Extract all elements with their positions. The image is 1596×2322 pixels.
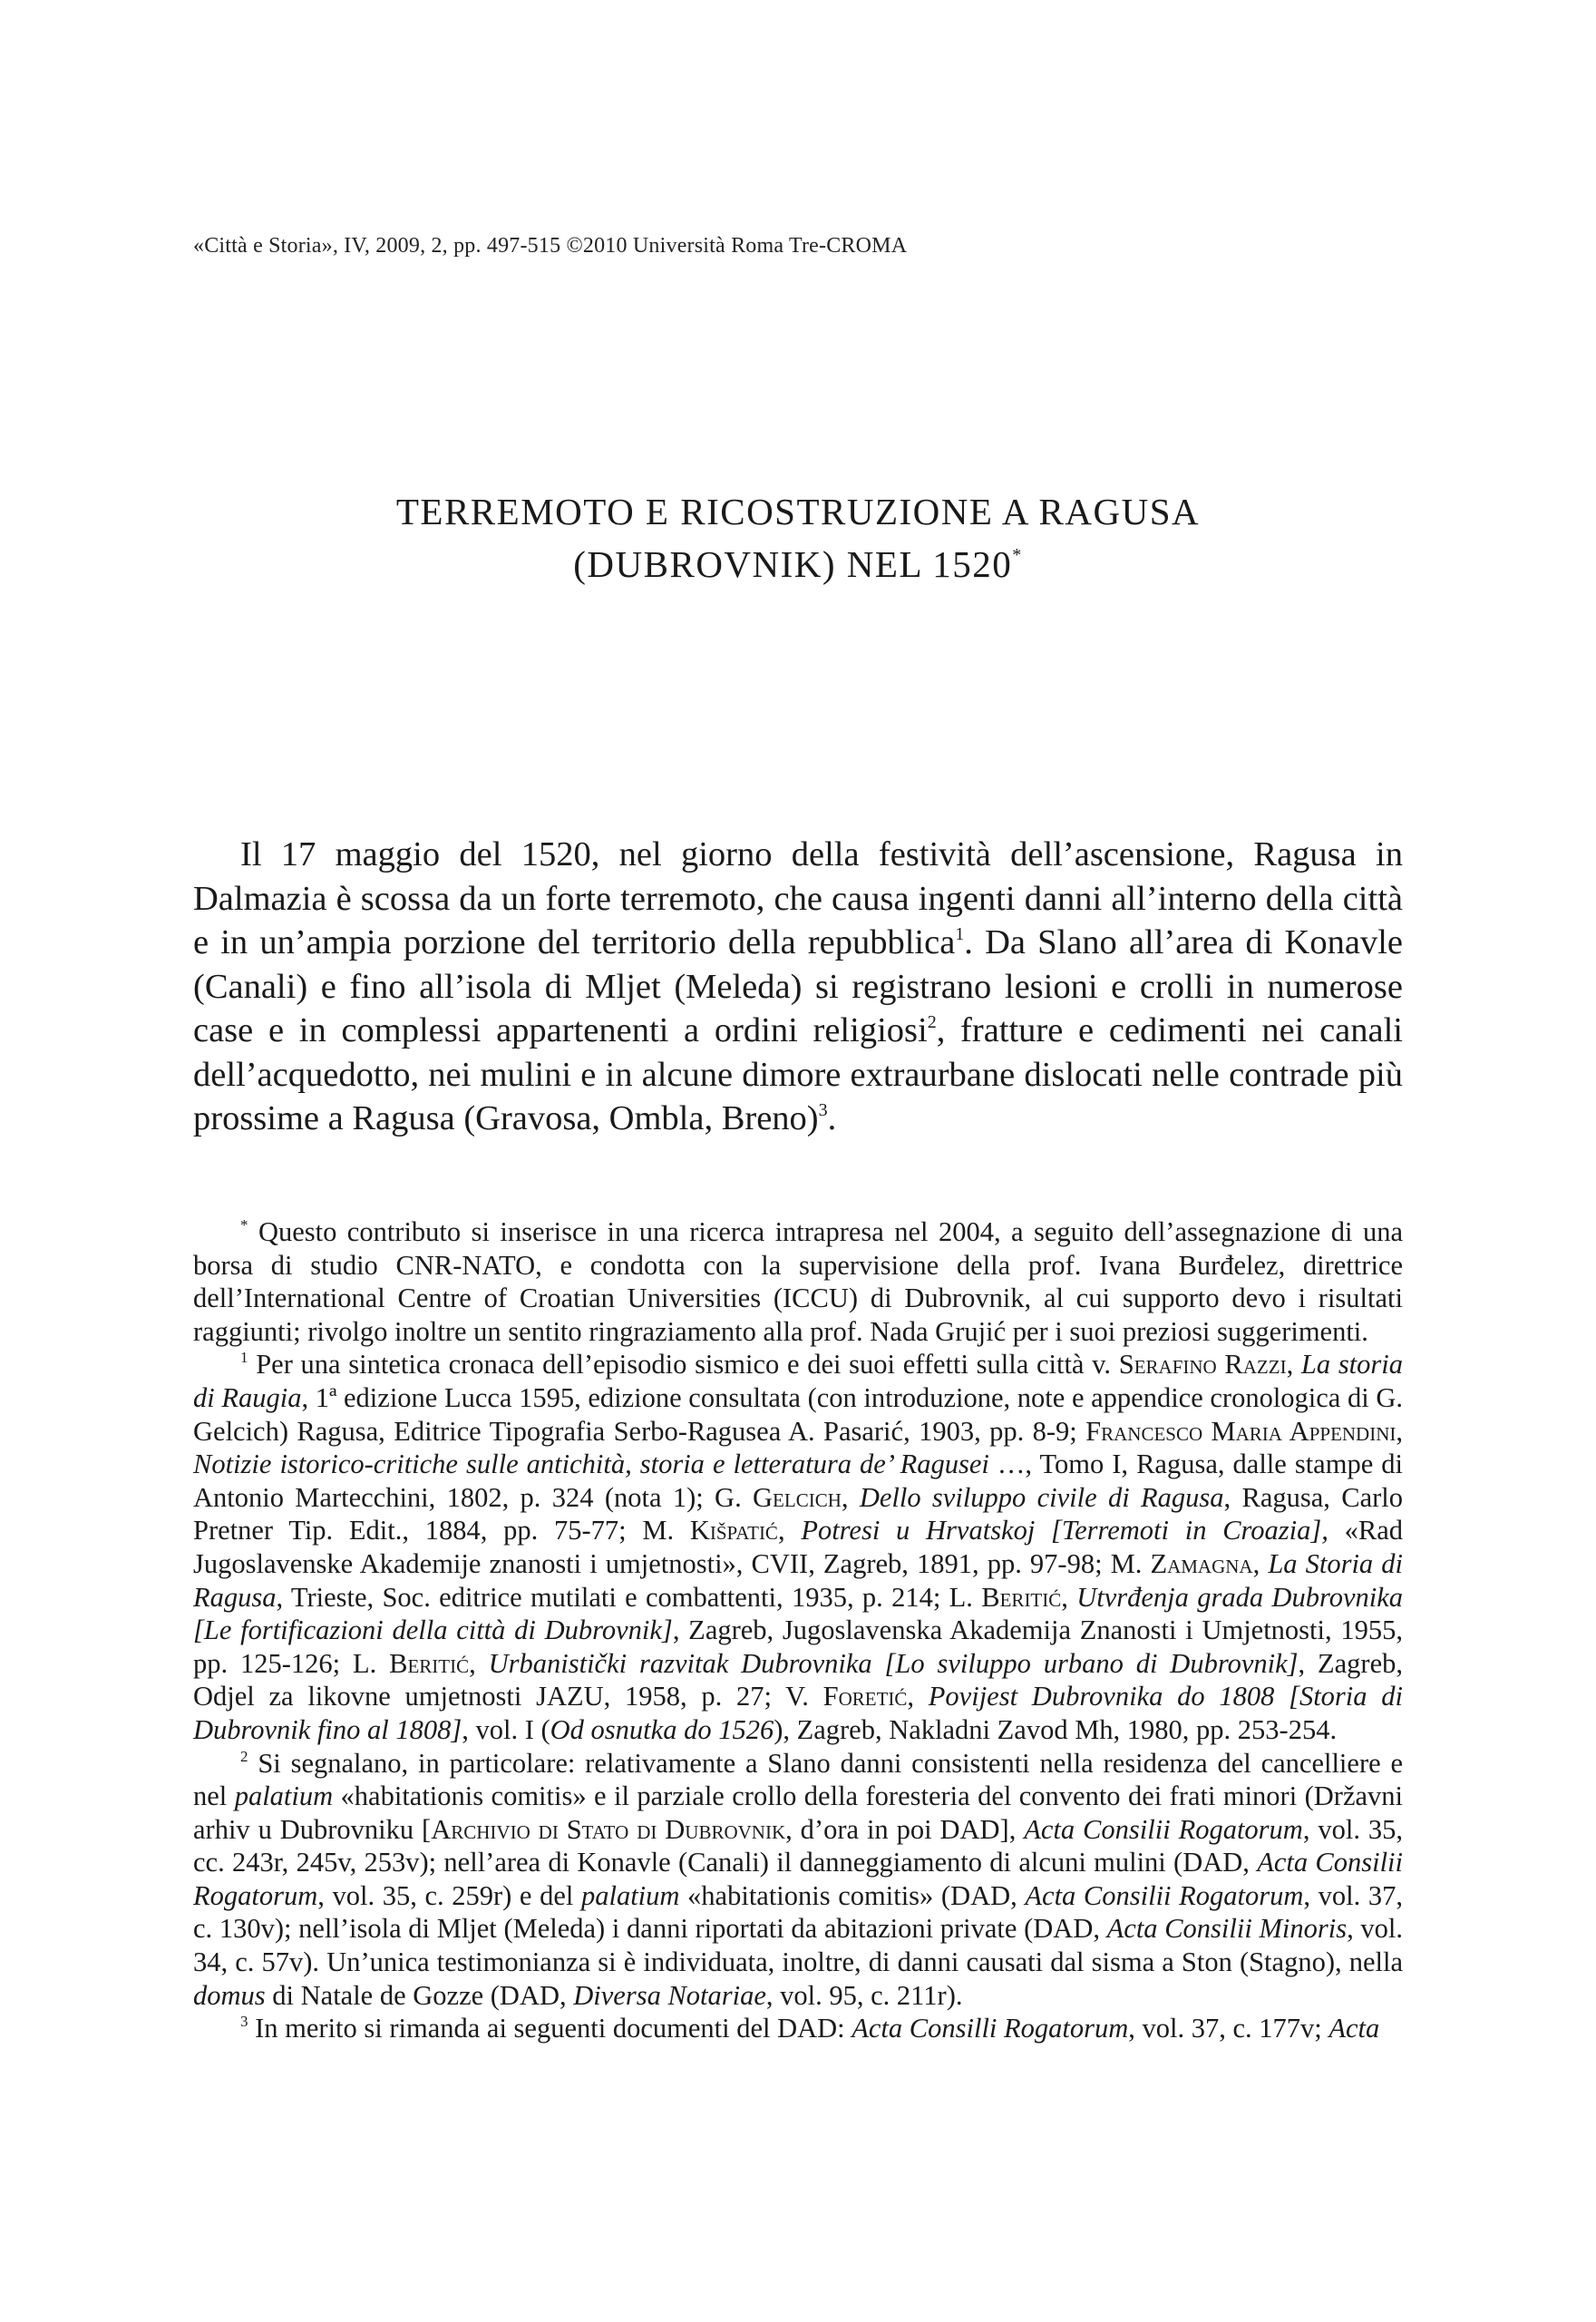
work-title: Potresi u Hrvatskoj [Terremoti in Croazia], [801,1515,1328,1546]
work-title: Notizie istorico-critiche sulle antichità, storia e letteratura de’ Ragusei [193,1449,989,1480]
footnote-text: , vol. 35, cc. 243r, 245v, 253v); nell’area di Konavle (Canali) il danneggiamento di alcuni mulini (DAD, [193,1813,1404,1878]
work-title: Od osnutka do 1526 [550,1713,774,1745]
footnote-2 [193,1747,1403,2013]
work-title: La Storia di Ragusa [193,1547,1403,1613]
footnote-text: , [777,1515,802,1546]
work-title: Acta Consilii Rogatorum [193,1847,1404,1911]
work-title: La storia di Raugia [193,1349,1404,1413]
footnote-text: , d’ora in poi DAD], [785,1813,1025,1845]
footnote-text: , vol. 35, c. 259r) e del [317,1879,581,1911]
footnote-ref-2: 2 [927,1012,937,1032]
footnote-text: , vol. 34, c. 57v). Un’unica testimonianza si è individuata, inoltre, di danni causati dal sisma a Ston (Stagno), nella [193,1913,1403,1978]
footnote-star [193,1215,1403,1348]
footnote-mark: * [240,1216,248,1234]
footnote-text: «habitationis comitis» e il parziale crollo della foresteria del convento dei frati minori (Državni arhiv u Dubrovniku [ [193,1781,1403,1845]
latin-term: domus [193,1979,266,2011]
footnote-ref-1: 1 [955,924,965,944]
footnote-3 [193,2012,1403,2045]
footnote-mark: 1 [240,1349,248,1367]
latin-term: palatium [580,1879,680,1911]
author-name: Francesco Maria Appendini [1085,1415,1396,1447]
footnote-text: , vol. I ( [462,1713,550,1745]
work-title: Acta Consilii Minoris [1106,1913,1348,1945]
paragraph-text: . [827,1099,837,1137]
footnote-text: Questo contributo si inserisce in una ricerca intrapresa nel 2004, a seguito dell’assegnazione di una borsa di studio CNR-NATO, e condotta con la supervisione della prof. Ivana Burđelez, direttrice dell’International Centre of Croatian Universities (ICCU) di Dubrovnik, al cui supporto devo i risultati raggiunti; rivolgo inoltre un sentito ringraziamento alla prof. Nada Grujić per i suoi preziosi suggerimenti. [193,1216,1403,1347]
paragraph-text: , fratture e cedimenti nei canali dell’acquedotto, nei mulini e in alcune dimore extraurbane dislocati nelle contrade più prossime a Ragusa (Gravosa, Ombla, Breno) [193,1011,1403,1137]
footnote-text: Si segnalano, in particolare: relativamente a Slano danni consistenti nella residenza del cancelliere e nel [193,1747,1403,1812]
journal-citation-header: «Città e Storia», IV, 2009, 2, pp. 497-515 ©2010 Università Roma Tre-CROMA [193,234,908,258]
footnotes [193,1215,1403,2045]
footnote-text: «habitationis comitis» (DAD, [679,1879,1026,1911]
work-title: Povijest Dubrovnika do 1808 [Storia di Dubrovnik fino al 1808] [193,1681,1403,1745]
footnote-text: ), Zagreb, Nakladni Zavod Mh, 1980, pp. 253-254. [774,1713,1338,1745]
work-title: Urbanistički razvitak Dubrovnika [Lo sviluppo urbano di Dubrovnik] [488,1647,1299,1679]
author-name: Beritić [389,1647,470,1679]
title-line-1: TERREMOTO E RICOSTRUZIONE A RAGUSA [395,491,1201,533]
paragraph-text: Il 17 maggio del 1520, nel giorno della festività dell’ascensione, Ragusa in Dalmazia è scossa da un forte terremoto, che causa ingenti danni all’interno della città e in un’ampia porzione del territorio della repubblica [193,835,1403,961]
title-line-2: (DUBROVNIK) NEL 1520 [573,543,1013,586]
author-name: Beritić [981,1581,1062,1613]
footnote-text: Per una sintetica cronaca dell’episodio sismico e dei suoi effetti sulla città v. [248,1349,1119,1381]
footnote-text: , vol. 37, c. 177v; [1128,2013,1329,2044]
footnote-text: …, Tomo I, Ragusa, dalle stampe di Antonio Martecchini, 1802, p. 324 (nota 1); G. [193,1449,1403,1513]
footnote-text: , vol. 95, c. 211r). [765,1979,963,2011]
author-name: Zamagna [1150,1547,1253,1579]
paragraph-text: . Da Slano all’area di Konavle (Canali) e fino all’isola di Mljet (Meleda) si registrano lesioni e crolli in numerose case e in complessi appartenenti a ordini religiosi [193,923,1403,1049]
footnote-text: , Zagreb, Odjel za likovne umjetnosti JAZU, 1958, p. 27; V. [193,1647,1403,1712]
footnote-text: , [1252,1547,1269,1579]
footnote-text: , [1286,1349,1301,1381]
latin-term: palatium [234,1781,334,1812]
author-name: Kišpatić [689,1515,778,1546]
work-title: Acta Consilii Rogatorum [1024,1813,1303,1845]
title-footnote-mark: * [1012,545,1023,566]
work-title: Diversa Notariae [573,1979,766,2011]
author-name: Serafino Razzi [1118,1349,1287,1381]
author-name: Gelcich [753,1481,842,1513]
footnote-text: , [841,1481,860,1513]
author-name: Foretić [822,1681,908,1712]
footnote-1 [193,1348,1403,1746]
footnote-text: , [1061,1581,1077,1613]
footnote-text: , 1ª edizione Lucca 1595, edizione consultata (con introduzione, note e appendice cronologica di G. Gelcich) Ragusa, Editrice Tipografia Serbo-Ragusea A. Pasarić, 1903, pp. 8-9; [193,1381,1403,1447]
footnote-text: di Natale de Gozze (DAD, [265,1979,574,2011]
opening-paragraph [193,833,1403,1141]
footnote-text: , Zagreb, Jugoslavenska Akademija Znanosti i Umjetnosti, 1955, pp. 125-126; L. [193,1615,1403,1679]
footnote-text: , [907,1681,929,1712]
footnote-mark: 3 [240,2013,248,2031]
footnote-text: , Ragusa, Carlo Pretner Tip. Edit., 1884, pp. 75-77; M. [193,1481,1403,1546]
footnote-text: , [1396,1415,1403,1447]
footnote-text: In merito si rimanda ai seguenti documenti del DAD: [248,2013,852,2044]
footnote-mark: 2 [240,1747,248,1765]
article-title [193,485,1403,590]
footnote-text: «Rad Jugoslavenske Akademije znanosti i umjetnosti», CVII, Zagreb, 1891, pp. 97-98; M. [193,1515,1403,1579]
work-title: Acta [1328,2013,1380,2044]
footnote-text: , Trieste, Soc. editrice mutilati e combattenti, 1935, p. 214; L. [276,1581,982,1613]
footnote-ref-3: 3 [818,1100,828,1120]
work-title: Acta Consilli Rogatorum [852,2013,1129,2044]
work-title: Acta Consilii Rogatorum [1025,1879,1304,1911]
footnote-text: , [469,1647,489,1679]
work-title: Utvrđenja grada Dubrovnika [Le fortificazioni della città di Dubrovnik] [193,1581,1403,1646]
work-title: Dello sviluppo civile di Ragusa [859,1481,1224,1513]
footnote-text: , vol. 37, c. 130v); nell’isola di Mljet (Meleda) i danni riportati da abitazioni private (DAD, [193,1879,1403,1945]
archive-name: Archivio di Stato di Dubrovnik [431,1813,786,1845]
